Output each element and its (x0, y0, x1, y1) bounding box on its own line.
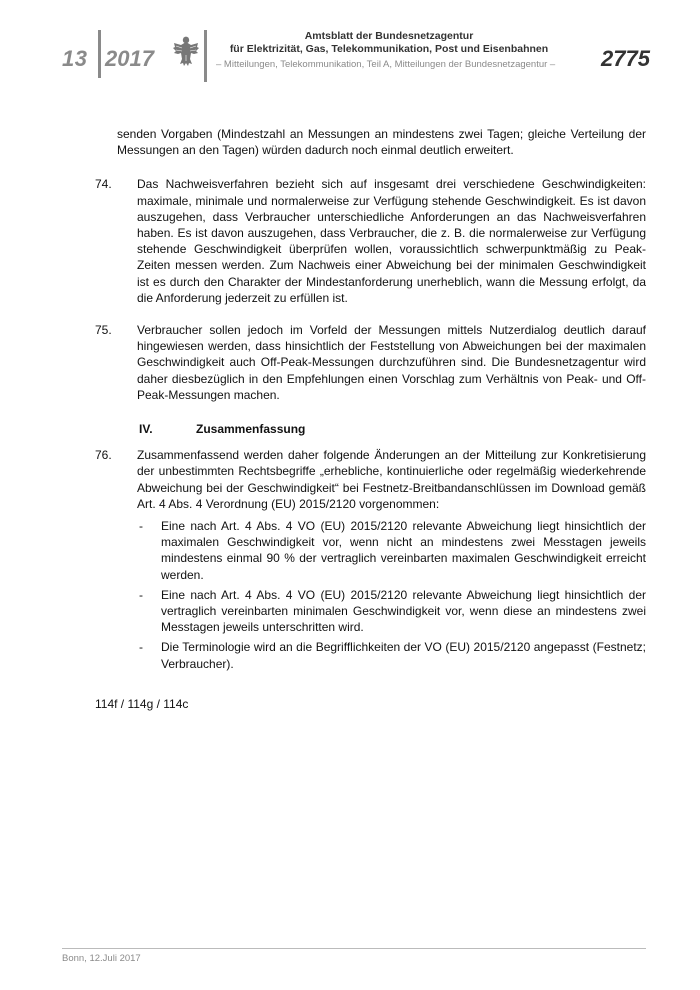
paragraph-text: Das Nachweisverfahren bezieht sich auf insgesamt drei verschiedene Geschwindigkeiten: maximale, minimale und normalerweise zur Verfügung stehende Geschwindigkeit. Es ist davon auszugehen, dass Verbraucher unterschiedliche Anforderungen an das Nachweisverfahren haben. Es ist davon auszugehen, dass Verbraucher, die z. B. die normalerweise zur Verfügung stehende Geschwindigkeit überprüfen wollen, voraussichtlich schwerpunktmäßig zu Peak-Zeiten messen werden. Zum Nachweis einer Abweichung bei der minimalen Geschwindigkeit ist es durch den Charakter der Mindestanforderung unerheblich, wann die Messung erfolgt, da die Anforderung jederzeit zu erfüllen ist. (137, 177, 646, 305)
bullet-mark: - (139, 519, 143, 534)
issue-number: 13 (62, 46, 88, 71)
bullet-mark: - (139, 587, 143, 602)
paragraph-75 (95, 322, 646, 403)
paragraph-text: Zusammenfassend werden daher folgende Änderungen an der Mitteilung zur Konkretisierung der unbestimmten Rechtsbegriffe „erhebliche, kontinuierliche oder regelmäßig wiederkehrende Abweichung bei der Geschwindigkeit“ bei Festnetz-Breitbandanschlüssen im Download gemäß Art. 4 Abs. 4 Verordnung (EU) 2015/2120 vorgenommen: (137, 448, 646, 511)
list-item (137, 518, 646, 583)
paragraph-number: 74. (95, 177, 112, 192)
header-bar (204, 30, 207, 82)
footer-date: Bonn, 12.Juli 2017 (62, 953, 141, 964)
gazette-title (216, 30, 562, 55)
list-item (137, 639, 646, 671)
reference-codes: 114f / 114g / 114c (95, 696, 189, 711)
section-title: Zusammenfassung (196, 422, 306, 437)
issue-separator (98, 30, 101, 78)
paragraph-number: 75. (95, 323, 112, 338)
federal-eagle-icon (172, 33, 200, 67)
continuation-paragraph: senden Vorgaben (Mindestzahl an Messungen an mindestens zwei Tagen; gleiche Verteilung der Messungen an den Tagen) würden dadurch noch einmal deutlich erweitert. (117, 127, 646, 158)
paragraph-74 (95, 176, 646, 306)
bullet-text: Eine nach Art. 4 Abs. 4 VO (EU) 2015/2120 relevante Abweichung liegt hinsichtlich der vertraglich vereinbarten minimalen Geschwindigkeit vor, wenn diese an mindestens zwei Messtagen jeweils unterschritten wird. (161, 587, 646, 635)
bullet-text: Die Terminologie wird an die Begrifflichkeiten der VO (EU) 2015/2120 angepasst (Festnetz; Verbraucher). (161, 640, 646, 671)
gazette-title-line1: Amtsblatt der Bundesnetzagentur (304, 30, 474, 42)
list-item (137, 587, 646, 636)
bullet-mark: - (139, 640, 143, 655)
paragraph-number: 76. (95, 448, 112, 463)
issue-year: 2017 (105, 46, 154, 71)
gazette-subtitle: – Mitteilungen, Telekommunikation, Teil A, Mitteilungen der Bundesnetzagentur – (216, 59, 556, 70)
footer-divider (62, 948, 646, 949)
paragraph-76 (95, 447, 646, 672)
bullet-text: Eine nach Art. 4 Abs. 4 VO (EU) 2015/2120 relevante Abweichung liegt hinsichtlich der maximalen Geschwindigkeit vor, wenn nicht an mindestens zwei Messtagen jeweils mindestens einmal 90 % der vertraglich vereinbarten maximalen Geschwindigkeit erreicht werden. (161, 519, 646, 582)
section-number: IV. (139, 422, 153, 437)
section-heading (117, 421, 646, 437)
paragraph-text: Verbraucher sollen jedoch im Vorfeld der Messungen mittels Nutzerdialog deutlich darauf hingewiesen werden, dass hinsichtlich der Feststellung von Abweichungen bei der maximalen Geschwindigkeit auch Off-Peak-Messungen durchzuführen sind. Die Bundesnetzagentur wird daher diesbezüglich in den Empfehlungen einen Vorschlag zum Verhältnis von Peak- und Off-Peak-Messungen machen. (137, 323, 646, 402)
bullet-list (137, 518, 646, 672)
gazette-title-line2: für Elektrizität, Gas, Telekommunikation, Post und Eisenbahnen (229, 42, 549, 55)
document-body (95, 126, 646, 712)
page-number: 2775 (601, 46, 650, 71)
